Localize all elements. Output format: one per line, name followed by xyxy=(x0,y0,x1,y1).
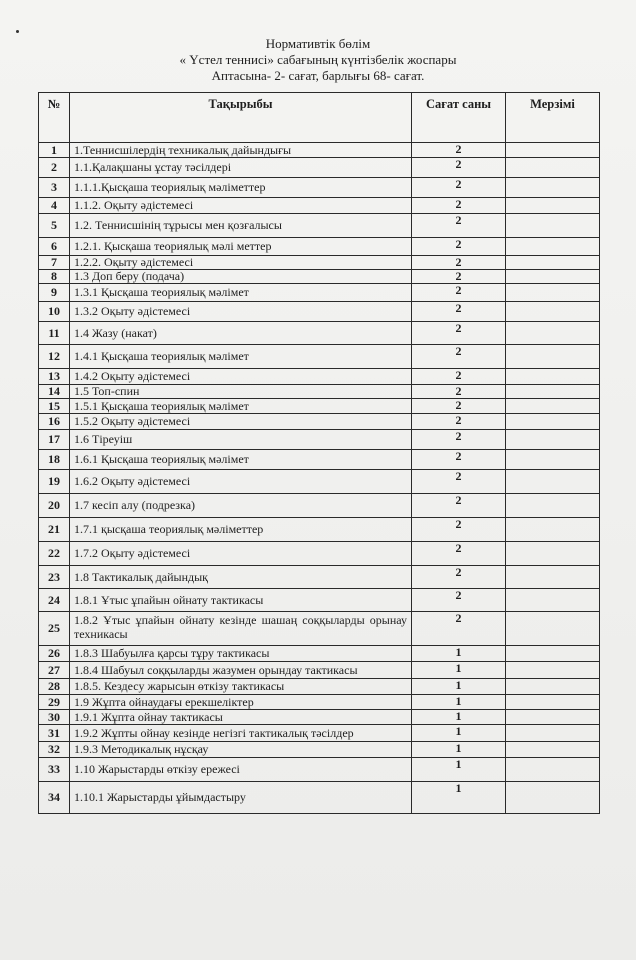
row-topic-cell: 1.6.2 Оқыту әдістемесі xyxy=(70,470,412,494)
table-row xyxy=(39,256,600,270)
row-term-cell xyxy=(506,143,600,158)
row-topic-cell: 1.Теннисшілердің техникалық дайындығы xyxy=(70,143,412,158)
table-row xyxy=(39,322,600,345)
row-hours-cell: 2 xyxy=(412,414,506,430)
row-topic-cell: 1.9.3 Методикалық нұсқау xyxy=(70,742,412,758)
row-term-cell xyxy=(506,725,600,742)
table-row xyxy=(39,369,600,385)
row-term-cell xyxy=(506,256,600,270)
row-hours-cell: 2 xyxy=(412,270,506,284)
table-row xyxy=(39,695,600,710)
header-section-title: Нормативтік бөлім xyxy=(265,36,371,51)
row-hours-cell: 2 xyxy=(412,589,506,612)
row-term-cell xyxy=(506,518,600,542)
row-term-cell xyxy=(506,430,600,450)
row-term-cell xyxy=(506,589,600,612)
row-hours-cell: 2 xyxy=(412,143,506,158)
row-term-cell xyxy=(506,612,600,646)
row-number-cell: 18 xyxy=(39,450,70,470)
row-topic-cell: 1.2.2. Оқыту әдістемесі xyxy=(70,256,412,270)
row-number-cell: 4 xyxy=(39,198,70,214)
row-number-cell: 27 xyxy=(39,662,70,679)
row-topic-cell: 1.7.2 Оқыту әдістемесі xyxy=(70,542,412,566)
row-term-cell xyxy=(506,369,600,385)
row-hours-cell: 1 xyxy=(412,646,506,662)
table-row xyxy=(39,214,600,238)
row-topic-cell: 1.3.1 Қысқаша теориялық мәлімет xyxy=(70,284,412,302)
row-hours-cell: 2 xyxy=(412,369,506,385)
row-term-cell xyxy=(506,214,600,238)
row-number-cell: 14 xyxy=(39,385,70,399)
row-hours-cell: 2 xyxy=(412,385,506,399)
row-topic-cell: 1.4.2 Оқыту әдістемесі xyxy=(70,369,412,385)
row-hours-cell: 2 xyxy=(412,158,506,178)
row-topic-cell: 1.1.Қалақшаны ұстау тәсілдері xyxy=(70,158,412,178)
table-row xyxy=(39,238,600,256)
row-term-cell xyxy=(506,270,600,284)
row-hours-cell: 2 xyxy=(412,450,506,470)
row-hours-cell: 1 xyxy=(412,742,506,758)
row-topic-cell: 1.5.2 Оқыту әдістемесі xyxy=(70,414,412,430)
row-topic-cell: 1.3 Доп беру (подача) xyxy=(70,270,412,284)
row-number-cell: 33 xyxy=(39,758,70,782)
row-topic-cell: 1.4 Жазу (накат) xyxy=(70,322,412,345)
row-topic-cell: 1.2.1. Қысқаша теориялық мәлі меттер xyxy=(70,238,412,256)
row-topic-cell: 1.10 Жарыстарды өткізу ережесі xyxy=(70,758,412,782)
table-row xyxy=(39,542,600,566)
row-term-cell xyxy=(506,414,600,430)
row-hours-cell: 2 xyxy=(412,612,506,646)
row-number-cell: 26 xyxy=(39,646,70,662)
row-number-cell: 1 xyxy=(39,143,70,158)
table-row xyxy=(39,143,600,158)
row-topic-cell: 1.9.1 Жұпта ойнау тактикасы xyxy=(70,710,412,725)
table-body xyxy=(39,143,600,814)
table-row xyxy=(39,302,600,322)
row-hours-cell: 1 xyxy=(412,679,506,695)
row-topic-cell: 1.5.1 Қысқаша теориялық мәлімет xyxy=(70,399,412,414)
row-hours-cell: 2 xyxy=(412,494,506,518)
row-hours-cell: 2 xyxy=(412,322,506,345)
column-header-hours: Сағат саны xyxy=(412,93,506,143)
row-term-cell xyxy=(506,542,600,566)
table-row xyxy=(39,399,600,414)
row-hours-cell: 2 xyxy=(412,198,506,214)
row-hours-cell: 2 xyxy=(412,178,506,198)
row-hours-cell: 2 xyxy=(412,518,506,542)
calendar-plan-table xyxy=(38,92,600,814)
table-row xyxy=(39,198,600,214)
row-term-cell xyxy=(506,695,600,710)
row-hours-cell: 1 xyxy=(412,710,506,725)
table-row xyxy=(39,385,600,399)
row-term-cell xyxy=(506,758,600,782)
row-hours-cell: 1 xyxy=(412,662,506,679)
row-number-cell: 2 xyxy=(39,158,70,178)
row-hours-cell: 1 xyxy=(412,758,506,782)
table-row xyxy=(39,646,600,662)
row-number-cell: 30 xyxy=(39,710,70,725)
row-term-cell xyxy=(506,302,600,322)
row-hours-cell: 2 xyxy=(412,470,506,494)
table-row xyxy=(39,589,600,612)
row-topic-cell: 1.1.1.Қысқаша теориялық мәліметтер xyxy=(70,178,412,198)
row-topic-cell: 1.2. Теннисшінің тұрысы мен қозғалысы xyxy=(70,214,412,238)
document-header xyxy=(0,36,636,84)
row-topic-cell: 1.8.1 Ұтыс ұпайын ойнату тактикасы xyxy=(70,589,412,612)
row-topic-cell: 1.8.3 Шабуылға қарсы тұру тактикасы xyxy=(70,646,412,662)
row-term-cell xyxy=(506,178,600,198)
row-term-cell xyxy=(506,158,600,178)
row-number-cell: 13 xyxy=(39,369,70,385)
row-number-cell: 22 xyxy=(39,542,70,566)
row-topic-cell: 1.10.1 Жарыстарды ұйымдастыру xyxy=(70,782,412,814)
row-term-cell xyxy=(506,494,600,518)
table-row xyxy=(39,470,600,494)
row-term-cell xyxy=(506,566,600,589)
row-number-cell: 19 xyxy=(39,470,70,494)
row-term-cell xyxy=(506,385,600,399)
ink-dot xyxy=(16,30,19,33)
row-number-cell: 29 xyxy=(39,695,70,710)
table-row xyxy=(39,430,600,450)
row-number-cell: 25 xyxy=(39,612,70,646)
row-number-cell: 31 xyxy=(39,725,70,742)
row-topic-cell: 1.1.2. Оқыту әдістемесі xyxy=(70,198,412,214)
row-number-cell: 21 xyxy=(39,518,70,542)
table-row xyxy=(39,284,600,302)
row-hours-cell: 2 xyxy=(412,284,506,302)
row-topic-cell: 1.6.1 Қысқаша теориялық мәлімет xyxy=(70,450,412,470)
row-term-cell xyxy=(506,198,600,214)
row-term-cell xyxy=(506,450,600,470)
table-row xyxy=(39,414,600,430)
row-number-cell: 10 xyxy=(39,302,70,322)
column-header-topic: Тақырыбы xyxy=(70,93,412,143)
table-row xyxy=(39,450,600,470)
row-number-cell: 11 xyxy=(39,322,70,345)
row-hours-cell: 2 xyxy=(412,256,506,270)
row-number-cell: 12 xyxy=(39,345,70,369)
row-topic-cell: 1.3.2 Оқыту әдістемесі xyxy=(70,302,412,322)
row-term-cell xyxy=(506,710,600,725)
row-topic-cell: 1.8.4 Шабуыл соққыларды жазумен орындау тактикасы xyxy=(70,662,412,679)
header-hours-summary: Аптасына- 2- сағат, барлығы 68- сағат. xyxy=(211,68,425,83)
row-number-cell: 6 xyxy=(39,238,70,256)
table-row xyxy=(39,662,600,679)
row-number-cell: 7 xyxy=(39,256,70,270)
row-topic-cell: 1.8.2 Ұтыс ұпайын ойнату кезінде шашаң соққыларды орынау техникасы xyxy=(70,612,412,646)
row-number-cell: 16 xyxy=(39,414,70,430)
table-row xyxy=(39,494,600,518)
table-row xyxy=(39,710,600,725)
row-term-cell xyxy=(506,742,600,758)
table-header-row xyxy=(39,93,600,143)
row-term-cell xyxy=(506,238,600,256)
row-number-cell: 24 xyxy=(39,589,70,612)
row-hours-cell: 2 xyxy=(412,214,506,238)
row-hours-cell: 1 xyxy=(412,725,506,742)
row-term-cell xyxy=(506,399,600,414)
table-row xyxy=(39,758,600,782)
row-number-cell: 20 xyxy=(39,494,70,518)
row-topic-cell: 1.9 Жұпта ойнаудағы ерекшеліктер xyxy=(70,695,412,710)
column-header-num: № xyxy=(39,93,70,143)
table-row xyxy=(39,270,600,284)
row-term-cell xyxy=(506,662,600,679)
row-topic-cell: 1.6 Тіреуіш xyxy=(70,430,412,450)
row-topic-cell: 1.5 Топ-спин xyxy=(70,385,412,399)
table-row xyxy=(39,725,600,742)
row-term-cell xyxy=(506,679,600,695)
row-number-cell: 8 xyxy=(39,270,70,284)
table-row xyxy=(39,345,600,369)
row-number-cell: 17 xyxy=(39,430,70,450)
table-row xyxy=(39,679,600,695)
row-topic-cell: 1.7.1 қысқаша теориялық мәліметтер xyxy=(70,518,412,542)
table-row xyxy=(39,158,600,178)
row-topic-cell: 1.7 кесіп алу (подрезка) xyxy=(70,494,412,518)
row-number-cell: 23 xyxy=(39,566,70,589)
row-topic-cell: 1.8 Тактикалық дайындық xyxy=(70,566,412,589)
table-row xyxy=(39,612,600,646)
row-number-cell: 15 xyxy=(39,399,70,414)
row-term-cell xyxy=(506,470,600,494)
table-row xyxy=(39,742,600,758)
row-hours-cell: 2 xyxy=(412,542,506,566)
row-hours-cell: 2 xyxy=(412,238,506,256)
row-number-cell: 32 xyxy=(39,742,70,758)
row-term-cell xyxy=(506,322,600,345)
row-hours-cell: 1 xyxy=(412,782,506,814)
row-term-cell xyxy=(506,345,600,369)
table-row xyxy=(39,566,600,589)
row-number-cell: 34 xyxy=(39,782,70,814)
table-row xyxy=(39,782,600,814)
row-term-cell xyxy=(506,284,600,302)
column-header-term: Мерзімі xyxy=(506,93,600,143)
row-term-cell xyxy=(506,646,600,662)
row-hours-cell: 2 xyxy=(412,399,506,414)
row-hours-cell: 2 xyxy=(412,566,506,589)
row-number-cell: 3 xyxy=(39,178,70,198)
row-number-cell: 9 xyxy=(39,284,70,302)
row-hours-cell: 2 xyxy=(412,430,506,450)
row-topic-cell: 1.8.5. Кездесу жарысын өткізу тактикасы xyxy=(70,679,412,695)
table-row xyxy=(39,178,600,198)
table-row xyxy=(39,518,600,542)
header-plan-title: « Үстел теннисі» сабағының күнтізбелік жоспары xyxy=(179,52,457,67)
row-hours-cell: 2 xyxy=(412,302,506,322)
row-number-cell: 28 xyxy=(39,679,70,695)
row-topic-cell: 1.9.2 Жұпты ойнау кезінде негізгі тактикалық тәсілдер xyxy=(70,725,412,742)
row-hours-cell: 1 xyxy=(412,695,506,710)
row-topic-cell: 1.4.1 Қысқаша теориялық мәлімет xyxy=(70,345,412,369)
row-term-cell xyxy=(506,782,600,814)
row-number-cell: 5 xyxy=(39,214,70,238)
row-hours-cell: 2 xyxy=(412,345,506,369)
